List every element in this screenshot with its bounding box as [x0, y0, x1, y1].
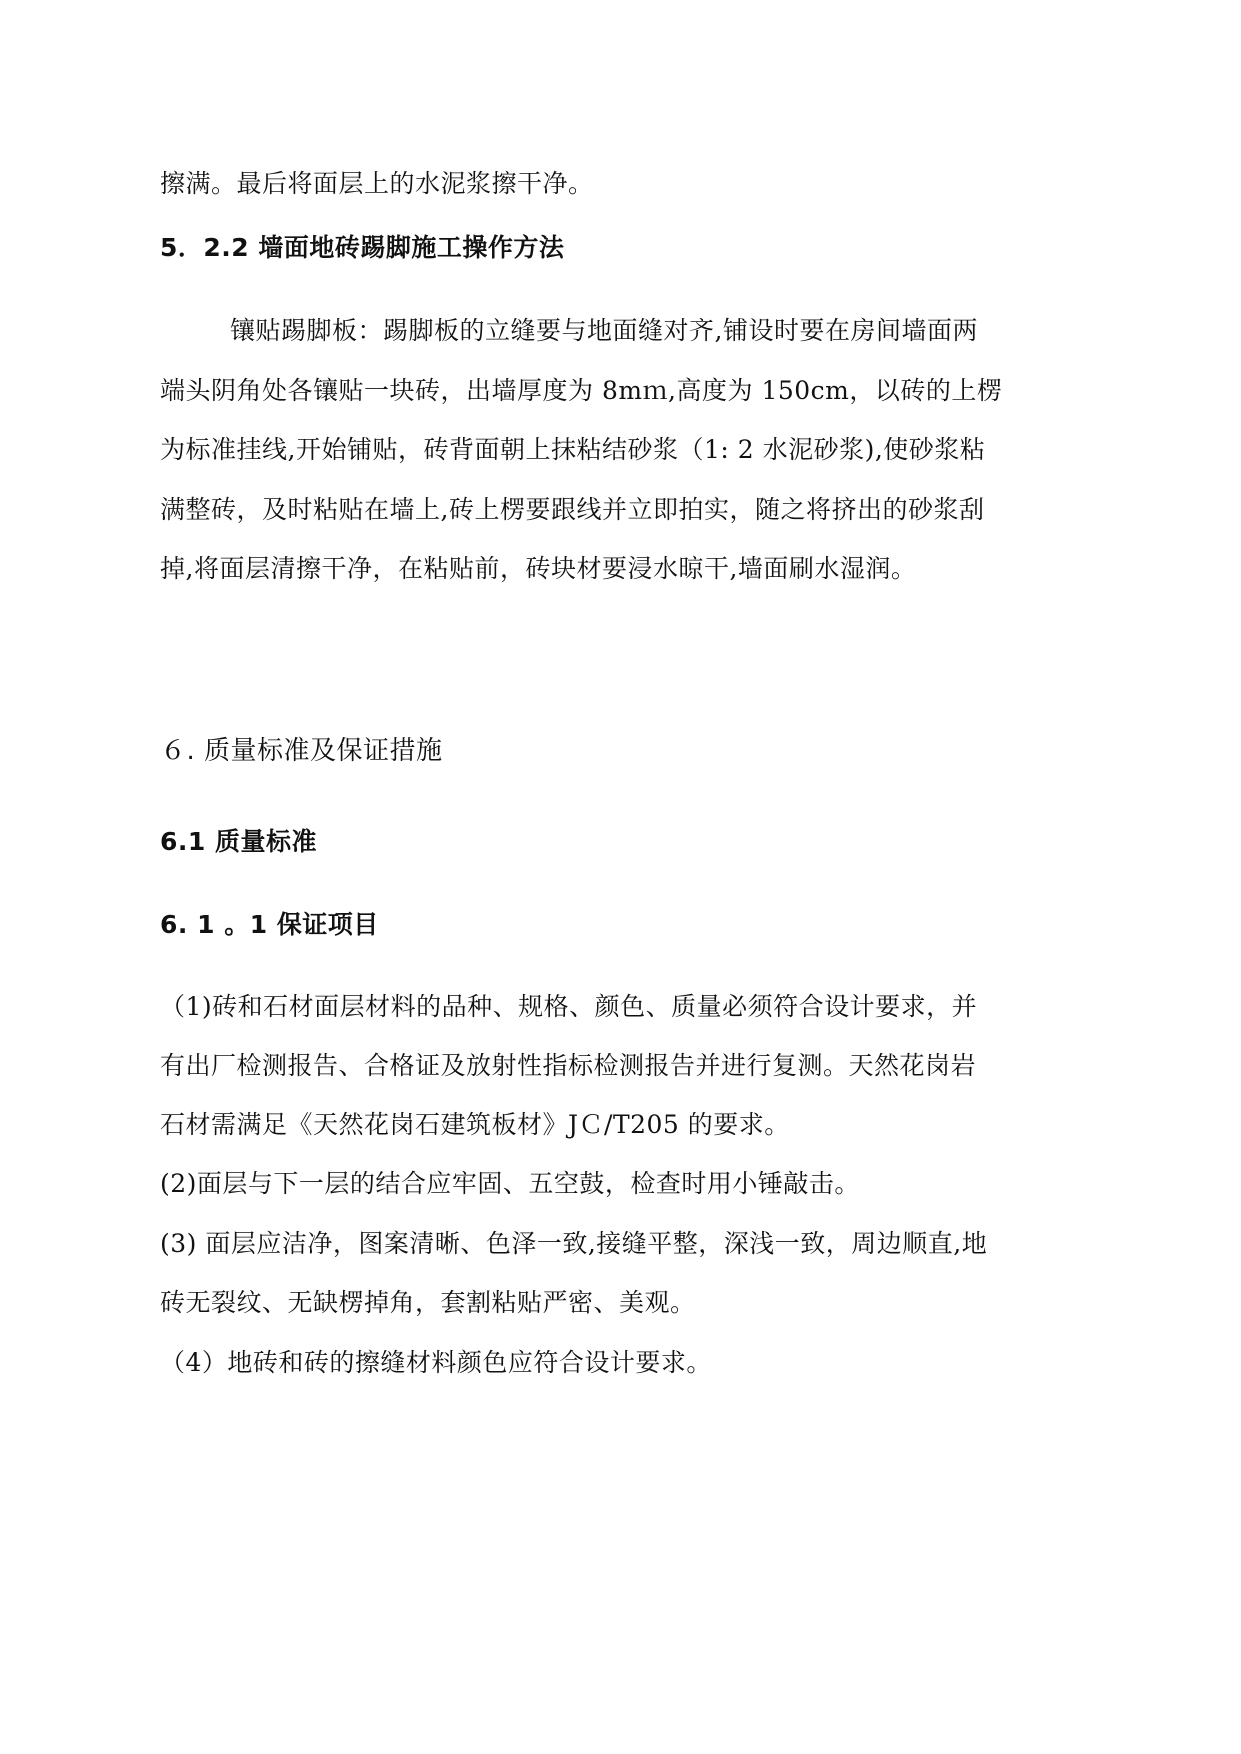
chapter-heading-6: ６. 质量标准及保证措施: [160, 736, 443, 766]
paragraph-line: 砖无裂纹、无缺楞掉角，套割粘贴严密、美观。: [160, 1288, 696, 1317]
section-heading-6-1: 6.1 质量标准: [160, 827, 317, 856]
paragraph-line: 满整砖，及时粘贴在墙上,砖上楞要跟线并立即拍实，随之将挤出的砂浆刮: [160, 495, 985, 524]
paragraph-line: 镶贴踢脚板：踢脚板的立缝要与地面缝对齐,铺设时要在房间墙面两: [230, 316, 978, 345]
subsection-heading-6-1-1: 6. 1 。1 保证项目: [160, 910, 379, 939]
paragraph-line: (3) 面层应洁净，图案清晰、色泽一致,接缝平整，深浅一致，周边顺直,地: [160, 1229, 988, 1258]
paragraph-line: 擦满。最后将面层上的水泥浆擦干净。: [160, 169, 594, 198]
paragraph-line: 有出厂检测报告、合格证及放射性指标检测报告并进行复测。天然花岗岩: [160, 1051, 977, 1080]
paragraph-line: 为标准挂线,开始铺贴，砖背面朝上抹粘结砂浆（1: 2 水泥砂浆),使砂浆粘: [160, 435, 986, 464]
paragraph-line: （1)砖和石材面层材料的品种、规格、颜色、质量必须符合设计要求，并: [160, 992, 978, 1021]
paragraph-line: (2)面层与下一层的结合应牢固、五空鼓，检查时用小锤敲击。: [160, 1169, 860, 1198]
paragraph-line: 石材需满足《天然花岗石建筑板材》JＣ/T205 的要求。: [160, 1110, 790, 1139]
section-heading-5-2-2: 5．2.2 墙面地砖踢脚施工操作方法: [160, 233, 565, 262]
paragraph-line: （4）地砖和砖的擦缝材料颜色应符合设计要求。: [160, 1348, 712, 1377]
paragraph-line: 端头阴角处各镶贴一块砖，出墙厚度为 8mｍ,高度为 150cm，以砖的上楞: [160, 376, 1003, 405]
paragraph-line: 掉,将面层清擦干净，在粘贴前，砖块材要浸水晾干,墙面刷水湿润。: [160, 554, 917, 583]
